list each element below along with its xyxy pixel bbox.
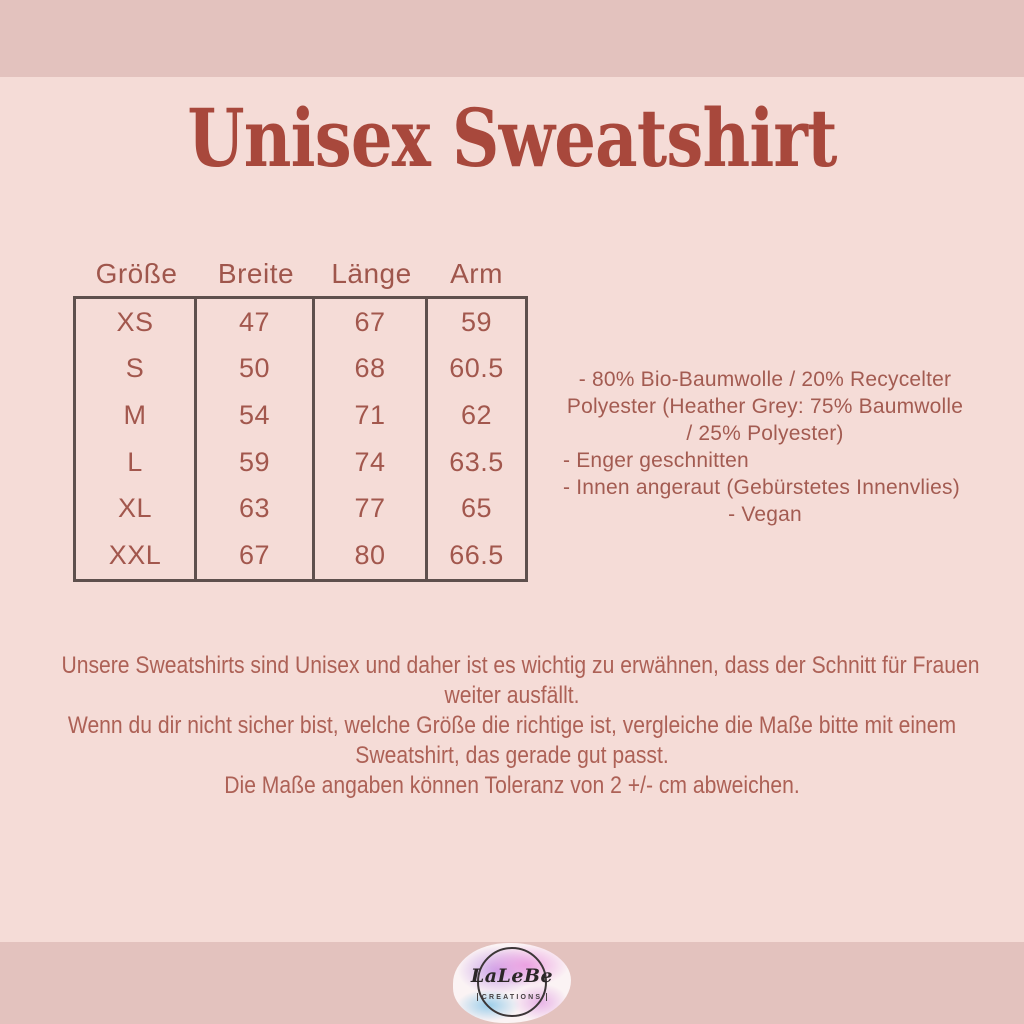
sizing-notes	[61, 651, 980, 801]
feature-list	[563, 366, 967, 528]
feature-line: Polyester (Heather Grey: 75% Baumwolle	[566, 395, 964, 418]
top-band	[0, 0, 1024, 77]
size-table-header-row	[76, 252, 525, 290]
feature-line: / 25% Polyester)	[686, 422, 844, 445]
column-header-groesse: Größe	[95, 258, 178, 289]
page-title: Unisex Sweatshirt	[187, 91, 837, 185]
table-cell-arm: 59	[460, 306, 493, 337]
table-cell-arm: 63.5	[449, 446, 504, 477]
table-cell-breite: 47	[197, 299, 315, 346]
table-cell-size: L	[76, 439, 197, 486]
table-cell-arm: 65	[460, 493, 493, 524]
feature-line: - Enger geschnitten	[563, 449, 749, 472]
column-header-arm: Arm	[450, 258, 503, 289]
table-cell-laenge: 80	[315, 532, 428, 579]
table-cell-size: XXL	[76, 532, 197, 579]
table-cell-size: M	[76, 392, 197, 439]
size-table	[73, 296, 528, 582]
table-cell-size: XL	[76, 486, 197, 533]
note-line: Wenn du dir nicht sicher bist, welche Größe die richtige ist, vergleiche die Maße bitte mit einem	[67, 712, 957, 739]
column-header-breite: Breite	[217, 258, 295, 289]
table-cell-size: S	[76, 346, 197, 393]
table-cell-laenge: 68	[315, 346, 428, 393]
logo-brand-name: LaLeBe	[470, 965, 554, 987]
note-line: Die Maße angaben können Toleranz von 2 +/- cm abweichen.	[224, 772, 800, 799]
table-cell-laenge: 71	[315, 392, 428, 439]
note-line: Sweatshirt, das gerade gut passt.	[355, 742, 669, 769]
table-cell-breite: 59	[197, 439, 315, 486]
logo-left-tick	[477, 993, 478, 1001]
table-cell-arm: 66.5	[449, 540, 504, 571]
table-cell-laenge: 67	[315, 299, 428, 346]
table-cell-breite: 63	[197, 486, 315, 533]
table-cell-breite: 54	[197, 392, 315, 439]
brand-logo	[452, 942, 572, 1024]
table-cell-arm: 60.5	[449, 353, 504, 384]
feature-line: - 80% Bio-Baumwolle / 20% Recycelter	[578, 368, 952, 391]
table-cell-laenge: 77	[315, 486, 428, 533]
note-line: Unsere Sweatshirts sind Unisex und daher ist es wichtig zu erwähnen, dass der Schnitt für Frauen	[61, 652, 980, 679]
feature-line: - Vegan	[728, 503, 802, 526]
table-cell-size: XS	[76, 299, 197, 346]
logo-subtitle: CREATIONS	[481, 993, 543, 1001]
table-cell-breite: 50	[197, 346, 315, 393]
note-line: weiter ausfällt.	[444, 682, 580, 709]
table-cell-laenge: 74	[315, 439, 428, 486]
table-cell-breite: 67	[197, 532, 315, 579]
table-cell-arm: 62	[460, 400, 493, 431]
logo-right-tick	[546, 993, 547, 1001]
feature-line: - Innen angeraut (Gebürstetes Innenvlies)	[563, 476, 960, 499]
column-header-laenge: Länge	[331, 258, 412, 289]
logo-subtitle-row	[452, 993, 572, 1001]
